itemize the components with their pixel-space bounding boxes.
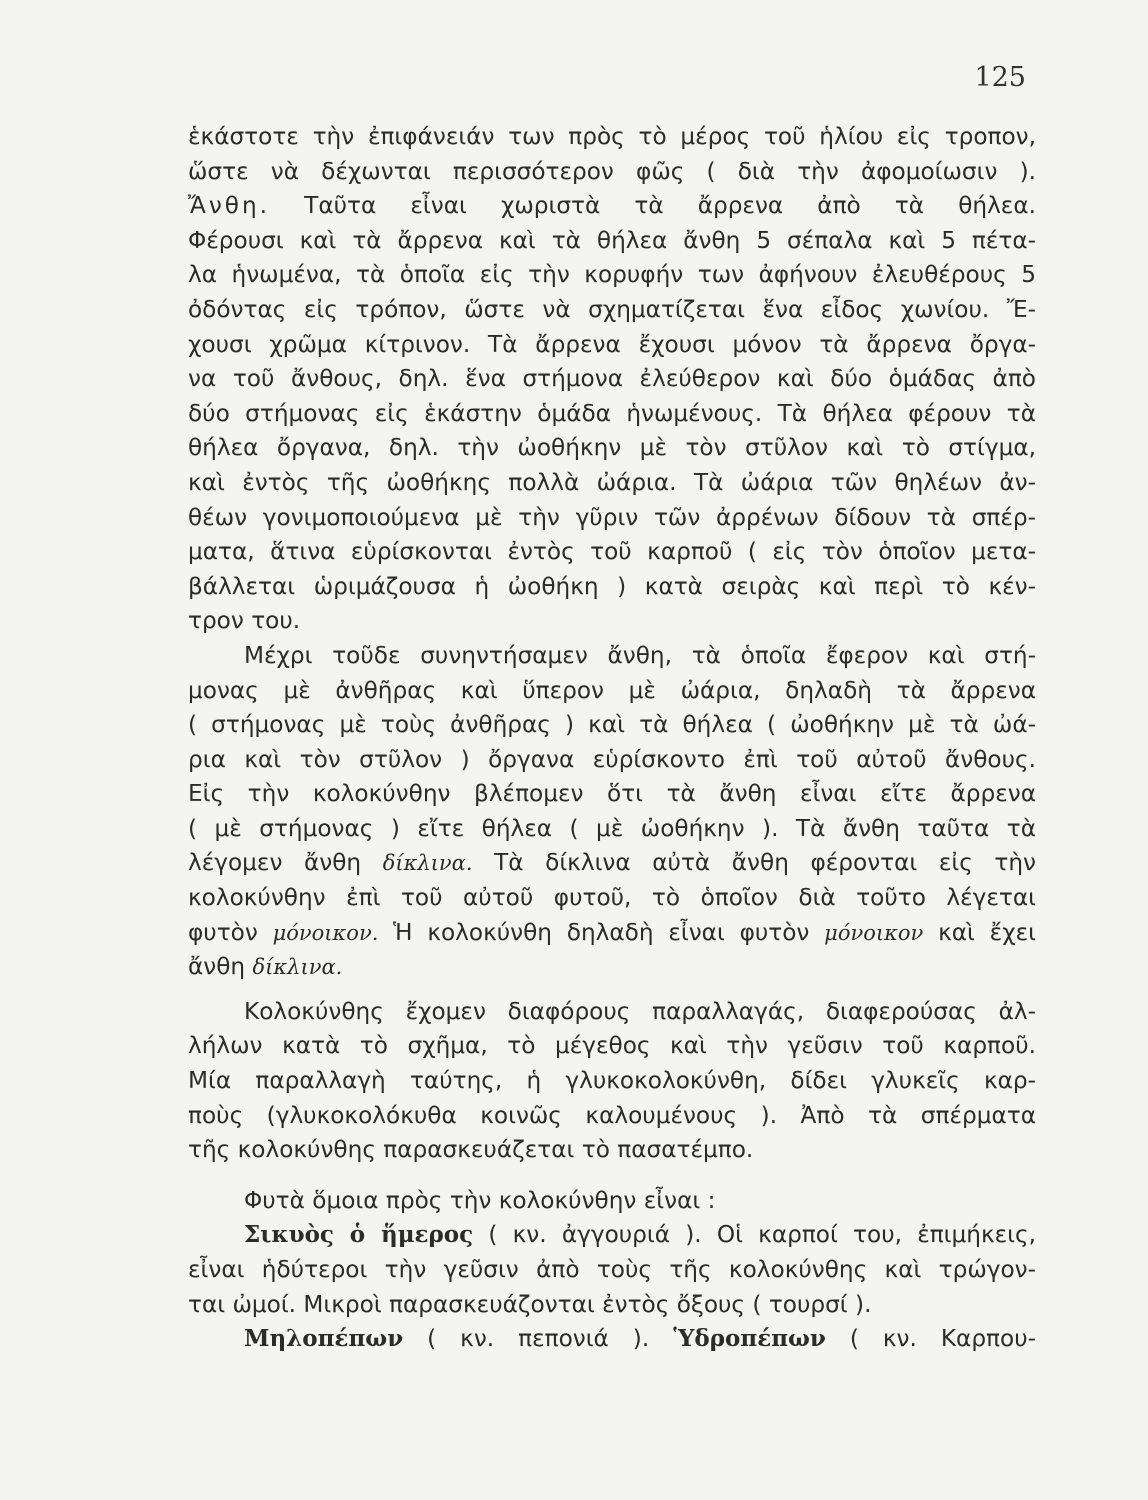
text-line: ἑκάστοτε τὴν ἐπιφάνειάν των πρὸς τὸ μέρος τοῦ ἡλίου εἰς τροπον, <box>188 123 1036 150</box>
text-line: μονας μὲ ἀνθῆρας καὶ ὕπερον μὲ ὠάρια, δηλαδὴ τὰ ἄρρενα <box>188 676 1036 704</box>
term-italic: δίκλινα. <box>252 955 343 980</box>
text-line: Μία παραλλαγὴ ταύτης, ἡ γλυκοκολοκύνθη, δίδει γλυκεῖς καρ- <box>188 1067 1036 1095</box>
text-line: χουσι χρῶμα κίτρινον. Τὰ ἄρρενα ἔχουσι μόνον τὰ ἄρρενα ὄργα- <box>188 330 1036 358</box>
term-italic: μόνοικον. <box>272 920 379 945</box>
text-line: ματα, ἅτινα εὑρίσκονται ἐντὸς τοῦ καρποῦ ( εἰς τὸν ὁποῖον μετα- <box>188 538 1036 566</box>
text-fragment: καὶ ἔχει <box>938 918 1036 946</box>
text-fragment: φυτὸν <box>188 918 258 946</box>
text-line: ὀδόντας εἰς τρόπον, ὥστε νὰ σχηματίζεται ἕνα εἶδος χωνίου. Ἔ- <box>188 295 1036 323</box>
text-fragment: Τὰ δίκλινα αὐτὰ ἄνθη φέρονται εἰς τὴν <box>494 849 1037 877</box>
text-line: θέων γονιμοποιούμενα μὲ τὴν γῦριν τῶν ἀρρένων δίδουν τὰ σπέρ- <box>188 503 1036 531</box>
text-line: ὥστε νὰ δέχωνται περισσότερον φῶς ( διὰ τὴν ἀφομοίωσιν ). <box>188 157 1036 185</box>
text-line: καὶ ἐντὸς τῆς ὠοθήκης πολλὰ ὠάρια. Τὰ ὠάρια τῶν θηλέων ἀν- <box>188 468 1036 496</box>
text-line <box>188 950 1036 985</box>
text-line: τρον του. <box>188 607 301 635</box>
term-italic: δίκλινα. <box>382 851 473 876</box>
section-heading: Ἄνθη. <box>188 192 271 220</box>
term-bold: Ὑδροπέπων <box>673 1325 826 1353</box>
text-fragment: Ἡ κολοκύνθη δηλαδὴ εἶναι φυτὸν <box>393 918 810 946</box>
text-line: Εἰς τὴν κολοκύνθην βλέπομεν ὅτι τὰ ἄνθη εἶναι εἴτε ἄρρενα <box>188 780 1036 808</box>
text-line: ( μὲ στήμονας ) εἴτε θήλεα ( μὲ ὠοθήκην ). Τὰ ἄνθη ταῦτα τὰ <box>188 814 1036 842</box>
body-text <box>188 120 1036 1357</box>
text-line: ρια καὶ τὸν στῦλον ) ὄργανα εὑρίσκοντο ἐπὶ τοῦ αὐτοῦ ἄνθους. <box>188 745 1036 773</box>
text-line: κολοκύνθην ἐπὶ τοῦ αὐτοῦ φυτοῦ, τὸ ὁποῖον διὰ τοῦτο λέγεται <box>188 884 1036 912</box>
text-line: θήλεα ὄργανα, δηλ. τὴν ὠοθήκην μὲ τὸν στῦλον καὶ τὸ στίγμα, <box>188 434 1036 462</box>
text-line <box>188 1218 1036 1253</box>
text-fragment: λέγομεν ἄνθη <box>188 849 362 877</box>
text-line <box>188 846 1036 881</box>
text-line <box>188 916 1036 951</box>
text-line: ται ὠμοί. Μικροὶ παρασκευάζονται ἐντὸς ὄξους ( τουρσί ). <box>188 1290 872 1318</box>
text-fragment: ( κν. πεπονιά ). <box>427 1325 650 1353</box>
text-line: βάλλεται ὡριμάζουσα ἡ ὠοθήκη ) κατὰ σειρὰς καὶ περὶ τὸ κέν- <box>188 572 1036 600</box>
text-line: ποὺς (γλυκοκολόκυθα κοινῶς καλουμένους ). Ἀπὸ τὰ σπέρματα <box>188 1101 1036 1129</box>
text-line: Κολοκύνθης ἔχομεν διαφόρους παραλλαγάς, διαφερούσας ἀλ- <box>244 997 1036 1025</box>
text-line: να τοῦ ἄνθους, δηλ. ἕνα στήμονα ἐλεύθερον καὶ δύο ὁμάδας ἀπὸ <box>188 365 1036 393</box>
text-fragment: Ταῦτα εἶναι χωριστὰ τὰ ἄρρενα ἀπὸ τὰ θήλεα. <box>304 192 1036 220</box>
text-line: ( στήμονας μὲ τοὺς ἀνθῆρας ) καὶ τὰ θήλεα ( ὠοθήκην μὲ τὰ ὠά- <box>188 711 1036 739</box>
text-fragment: ἄνθη <box>188 953 246 981</box>
term-bold: Σικυὸς ὁ ἥμερος <box>244 1221 474 1249</box>
page-number: 125 <box>974 62 1026 93</box>
text-fragment: ( κν. ἀγγουριά ). Οἱ καρποί του, ἐπιμήκεις, <box>488 1221 1037 1249</box>
text-line: δύο στήμονας εἰς ἑκάστην ὁμάδα ἡνωμένους. Τὰ θήλεα φέρουν τὰ <box>188 399 1036 427</box>
text-fragment: ( κν. Καρπου- <box>849 1325 1036 1353</box>
text-line: τῆς κολοκύνθης παρασκευάζεται τὸ πασατέμπο. <box>188 1136 754 1164</box>
text-line: λήλων κατὰ τὸ σχῆμα, τὸ μέγεθος καὶ τὴν γεῦσιν τοῦ καρποῦ. <box>188 1032 1036 1060</box>
text-line: Μέχρι τοῦδε συνηντήσαμεν ἄνθη, τὰ ὁποῖα ἔφερον καὶ στή- <box>244 641 1036 669</box>
text-line: εἶναι ἡδύτεροι τὴν γεῦσιν ἀπὸ τοὺς τῆς κολοκύνθης καὶ τρώγον- <box>188 1256 1036 1283</box>
text-line: Φυτὰ ὅμοια πρὸς τὴν κολοκύνθην εἶναι : <box>244 1186 716 1214</box>
text-line: λα ἡνωμένα, τὰ ὁποῖα εἰς τὴν κορυφήν των ἀφήνουν ἐλευθέρους 5 <box>188 261 1036 289</box>
text-line <box>188 189 1036 224</box>
text-line: Φέρουσι καὶ τὰ ἄρρενα καὶ τὰ θήλεα ἄνθη 5 σέπαλα καὶ 5 πέτα- <box>188 226 1036 254</box>
term-italic: μόνοικον <box>824 920 924 945</box>
term-bold: Μηλοπέπων <box>244 1325 404 1353</box>
text-line <box>188 1322 1036 1357</box>
